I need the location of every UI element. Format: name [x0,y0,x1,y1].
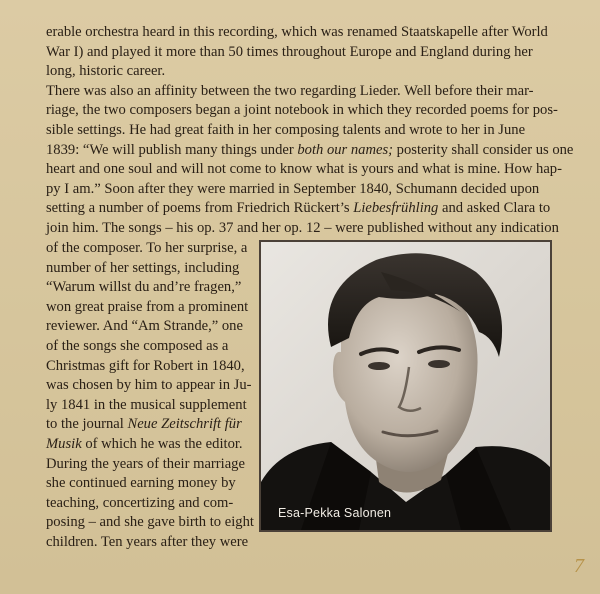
text-line: join him. The songs – his op. 37 and her op. 12 – were published without any indication [46,219,559,236]
portrait-image [261,242,550,530]
text-line: War I) and played it more than 50 times throughout Europe and England during her [46,43,533,60]
text-line: During the years of their marriage [46,455,245,472]
text-line: number of her settings, including [46,259,240,276]
text-line: riage, the two composers began a joint notebook in which they recorded poems for pos- [46,102,558,119]
text-line: ly 1841 in the musical supplement [46,396,247,413]
text-line: posing – and she gave birth to eight [46,514,254,531]
text-line: Christmas gift for Robert in 1840, [46,357,245,374]
text-line: won great praise from a prominent [46,298,249,315]
text-line: children. Ten years after they were [46,533,249,550]
text-line: she continued earning money by [46,475,236,492]
text-line: 1839: “We will publish many things under both our names; posterity shall consider us one [46,141,574,158]
text-line: of the songs she composed as a [46,337,229,354]
portrait-photo [259,240,552,532]
page-number: 7 [574,555,584,577]
narrow-text-column [46,239,254,553]
text-line: There was also an affinity between the two regarding Lieder. Well before their mar- [46,82,534,99]
text-line: of the composer. To her surprise, a [46,240,248,256]
text-line: setting a number of poems from Friedrich Rückert’s Liebesfrühling and asked Clara to [46,200,551,217]
text-line: Musik of which he was the editor. [46,435,243,452]
text-line: “Warum willst du and’re fragen,” [46,279,242,296]
text-line: reviewer. And “Am Strande,” one [46,318,243,335]
text-line: py I am.” Soon after they were married in September 1840, Schumann decided upon [46,180,540,197]
photo-caption: Esa-Pekka Salonen [278,506,392,520]
text-line: to the journal Neue Zeitschrift für [46,416,242,433]
text-line: erable orchestra heard in this recording, which was renamed Staatskapelle after World [46,24,548,40]
text-line: heart and one soul and will not come to know what is yours and what is mine. How hap- [46,161,562,178]
text-line: long, historic career. [46,63,166,80]
text-line: sible settings. He had great faith in her composing talents and wrote to her in June [46,121,526,138]
text-line: was chosen by him to appear in Ju- [46,377,252,394]
text-line: teaching, concertizing and com- [46,494,234,511]
body-text [46,23,574,239]
